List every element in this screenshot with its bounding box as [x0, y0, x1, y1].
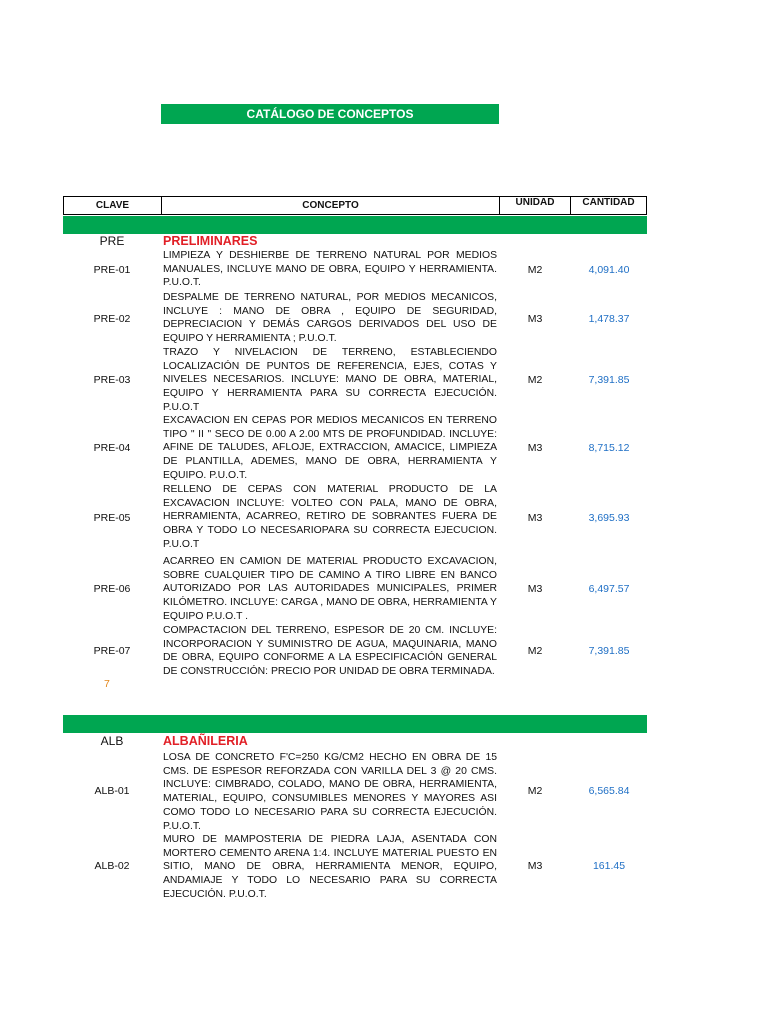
row-quantity: 6,497.57 [588, 583, 630, 595]
row-quantity: 1,478.37 [588, 313, 630, 325]
row-code: ALB-01 [94, 785, 130, 797]
header-clave: CLAVE [95, 200, 130, 211]
row-code: PRE-07 [93, 645, 131, 657]
row-code: PRE-04 [93, 442, 131, 454]
row-unit: M3 [527, 313, 543, 325]
row-quantity: 7,391.85 [588, 645, 630, 657]
header-concepto: CONCEPTO [302, 200, 359, 211]
table-header [63, 196, 647, 215]
row-description: ACARREO EN CAMION DE MATERIAL PRODUCTO EXCAVACION, SOBRE CUALQUIER TIPO DE CAMINO A TIRO LIBRE EN BANCO AUTORIZADO POR LAS AUTORIDADES MUNICIPALES, PRIMER KILÓMETRO. INCLUYE: CARGA , MANO DE OBRA, HERRAMIENTA Y EQUIPO P.U.O.T . [163, 556, 497, 622]
row-description: RELLENO DE CEPAS CON MATERIAL PRODUCTO DE LA EXCAVACION INCLUYE: VOLTEO CON PALA, MANO DE OBRA, HERRAMIENTA, ACARREO, RETIRO DE SOBRANTES FUERA DE OBRA Y TODO LO NECESARIOPARA SU CORRECTA EJECUCION. P.U.O.T [163, 484, 497, 550]
header-unidad: UNIDAD [515, 197, 555, 208]
row-quantity: 7,391.85 [588, 374, 630, 386]
row-code: ALB-02 [94, 860, 130, 872]
row-code: PRE-05 [93, 512, 131, 524]
row-quantity: 4,091.40 [588, 264, 630, 276]
section-code: PRE [99, 234, 125, 248]
row-code: PRE-06 [93, 583, 131, 595]
row-code: PRE-03 [93, 374, 131, 386]
row-quantity: 6,565.84 [588, 785, 630, 797]
row-description: MURO DE MAMPOSTERIA DE PIEDRA LAJA, ASENTADA CON MORTERO CEMENTO ARENA 1:4. INCLUYE MATERIAL PUESTO EN SITIO, MANO DE OBRA, HERRAMIENTA MENOR, EQUIPO, ANDAMIAJE Y TODO LO NECESARIO PARA SU CORRECTA EJECUCIÓN. P.U.O.T. [163, 834, 497, 900]
row-description: EXCAVACION EN CEPAS POR MEDIOS MECANICOS EN TERRENO TIPO " II " SECO DE 0.00 A 2.00 MTS DE PROFUNDIDAD. INCLUYE: AFINE DE TALUDES, AFLOJE, EXTRACCION, AMACICE, LIMPIEZA DE PLANTILLA, ADEMES, MANO DE OBRA, HERRAMIENTA Y EQUIPO. P.U.O.T. [163, 415, 497, 481]
section-code: ALB [100, 734, 124, 748]
row-unit: M2 [527, 785, 543, 797]
row-unit: M2 [527, 374, 543, 386]
row-unit: M2 [527, 264, 543, 276]
row-unit: M3 [527, 860, 543, 872]
row-description: DESPALME DE TERRENO NATURAL, POR MEDIOS MECANICOS, INCLUYE : MANO DE OBRA , EQUIPO DE SEGURIDAD, DEPRECIACION Y DEMÁS CARGOS DERIVADOS DEL USO DE EQUIPO Y HERRAMIENTA ; P.U.O.T. [163, 292, 497, 345]
header-cantidad: CANTIDAD [582, 197, 635, 208]
catalog-title: CATÁLOGO DE CONCEPTOS [161, 104, 499, 124]
row-description: LOSA DE CONCRETO F'C=250 KG/CM2 HECHO EN OBRA DE 15 CMS. DE ESPESOR REFORZADA CON VARILLA DEL 3 @ 20 CMS. INCLUYE: CIMBRADO, COLADO, MANO DE OBRA, HERRAMIENTA, MATERIAL, EQUIPO, CONSUMIBLES MENORES Y MAYORES ASI COMO TODO LO NECESARIO PARA SU CORRECTA EJECUCIÓN. P.U.O.T. [163, 752, 497, 832]
row-unit: M3 [527, 583, 543, 595]
row-note: 7 [104, 678, 110, 690]
row-unit: M3 [527, 512, 543, 524]
row-code: PRE-01 [93, 264, 131, 276]
row-quantity: 3,695.93 [588, 512, 630, 524]
section-band [63, 715, 647, 733]
section-band [63, 216, 647, 234]
row-quantity: 8,715.12 [588, 442, 630, 454]
row-unit: M3 [527, 442, 543, 454]
row-description: COMPACTACION DEL TERRENO, ESPESOR DE 20 CM. INCLUYE: INCORPORACION Y SUMINISTRO DE AGUA, MAQUINARIA, MANO DE OBRA, EQUIPO CONFORME A LA ESPECIFICACIÓN GENERAL DE CONSTRUCCIÓN: PRECIO POR UNIDAD DE OBRA TERMINADA. [163, 625, 497, 678]
row-description: LIMPIEZA Y DESHIERBE DE TERRENO NATURAL POR MEDIOS MANUALES, INCLUYE MANO DE OBRA, EQUIPO Y HERRAMIENTA. P.U.O.T. [163, 250, 497, 289]
section-title: PRELIMINARES [163, 234, 258, 248]
row-unit: M2 [527, 645, 543, 657]
section-title: ALBAÑILERIA [163, 734, 248, 748]
row-code: PRE-02 [93, 313, 131, 325]
row-description: TRAZO Y NIVELACION DE TERRENO, ESTABLECIENDO LOCALIZACIÓN DE PUNTOS DE REFERENCIA, EJES, COTAS Y NIVELES NECESARIOS. INCLUYE: MANO DE OBRA, MATERIAL, EQUIPO Y HERRAMIENTA PARA SU CORRECTA EJECUCIÓN. P.U.O.T [163, 347, 497, 413]
row-quantity: 161.45 [592, 860, 626, 872]
